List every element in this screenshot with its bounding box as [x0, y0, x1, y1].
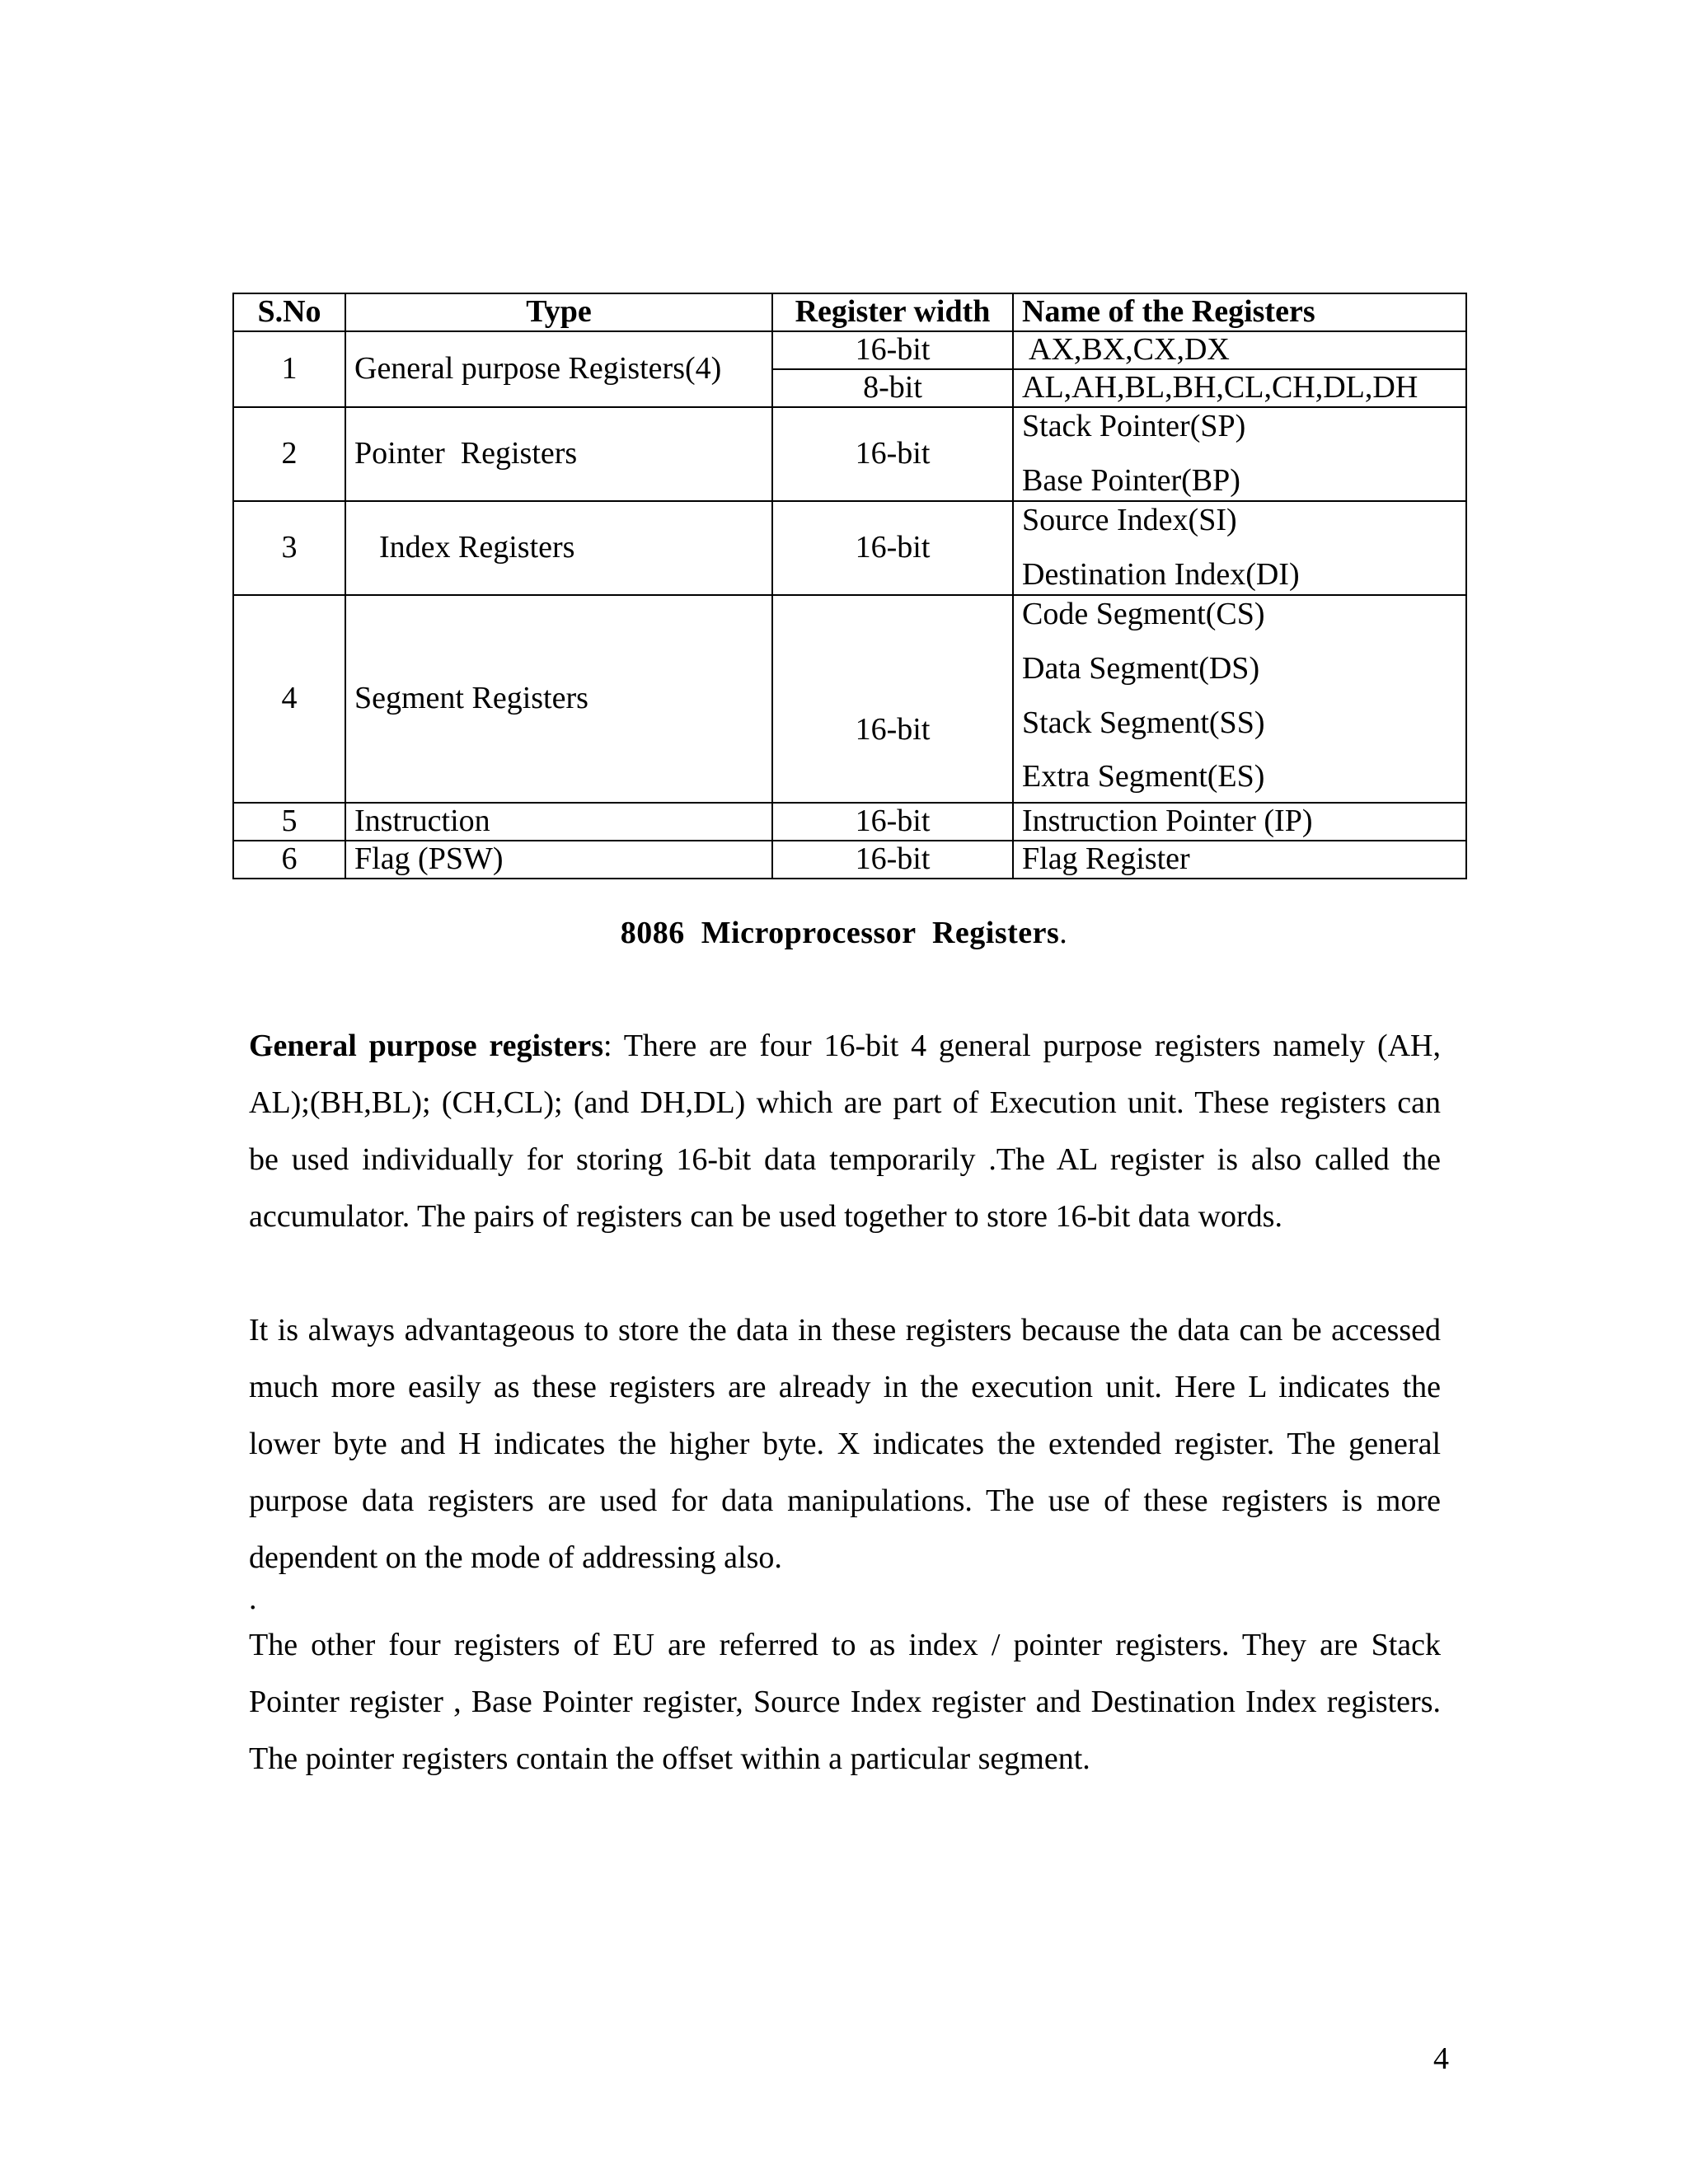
- cell-names: Instruction Pointer (IP): [1013, 803, 1466, 841]
- register-name: Stack Pointer(SP): [1022, 409, 1246, 443]
- cell-width: 16-bit: [772, 803, 1013, 841]
- register-name: Source Index(SI): [1022, 503, 1237, 537]
- cell-sno: 5: [233, 803, 345, 841]
- register-name: Destination Index(DI): [1022, 556, 1300, 592]
- header-width: Register width: [772, 293, 1013, 331]
- cell-width: 16-bit: [772, 595, 1013, 803]
- cell-width: 16-bit: [772, 407, 1013, 501]
- register-name: Stack Segment(SS): [1022, 705, 1265, 740]
- cell-width: 8-bit: [772, 369, 1013, 407]
- registers-table: [232, 293, 1467, 879]
- table-caption: [0, 915, 1688, 951]
- page-number: 4: [1433, 2041, 1449, 2076]
- cell-names: [1013, 407, 1466, 501]
- stray-dot: .: [249, 1582, 257, 1616]
- cell-sno: 2: [233, 407, 345, 501]
- table-row: [233, 501, 1466, 595]
- cell-type: Pointer Registers: [345, 407, 772, 501]
- paragraph-heading: General purpose registers: [249, 1029, 603, 1063]
- header-sno: S.No: [233, 293, 345, 331]
- cell-type: Segment Registers: [345, 595, 772, 803]
- cell-sno: 3: [233, 501, 345, 595]
- cell-type: Index Registers: [345, 501, 772, 595]
- cell-sno: 4: [233, 595, 345, 803]
- cell-sno: 1: [233, 331, 345, 407]
- register-name: Code Segment(CS): [1022, 597, 1265, 631]
- paragraph-advantage: It is always advantageous to store the data in these registers because the data can be accessed much more easily as these registers are already in the execution unit. Here L indicates the lower byte and H indicates the higher byte. X indicates the extended register. The general purpose data registers are used for data manipulations. The use of these registers is more dependent on the mode of addressing also.: [249, 1313, 1441, 1575]
- cell-width: 16-bit: [772, 841, 1013, 879]
- caption-text: 8086 Microprocessor Registers: [620, 916, 1060, 950]
- table-row: [233, 407, 1466, 501]
- table-header-row: [233, 293, 1466, 331]
- table-row: [233, 841, 1466, 879]
- cell-names: [1013, 595, 1466, 803]
- table-row: [233, 595, 1466, 803]
- cell-names: AL,AH,BL,BH,CL,CH,DL,DH: [1013, 369, 1466, 407]
- table-row: [233, 331, 1466, 369]
- header-type: Type: [345, 293, 772, 331]
- cell-type: Flag (PSW): [345, 841, 772, 879]
- cell-width: 16-bit: [772, 331, 1013, 369]
- register-name: Data Segment(DS): [1022, 650, 1260, 686]
- register-name: Base Pointer(BP): [1022, 462, 1240, 498]
- cell-sno: 6: [233, 841, 345, 879]
- header-names: Name of the Registers: [1013, 293, 1466, 331]
- paragraph-text: : There are four 16-bit 4 general purpose registers namely (AH, AL);(BH,BL); (CH,CL); (and DH,DL) which are part of Execution unit. These registers can be used individually for storing 16-bit data temporarily .The AL register is also called the accumulator. The pairs of registers can be used together to store 16-bit data words.: [249, 1029, 1441, 1234]
- register-name: Extra Segment(ES): [1022, 759, 1265, 794]
- caption-period: .: [1059, 916, 1068, 950]
- cell-width: 16-bit: [772, 501, 1013, 595]
- cell-type: General purpose Registers(4): [345, 331, 772, 407]
- paragraph-general-purpose: [249, 1018, 1441, 1245]
- paragraph-index-pointer: The other four registers of EU are referred to as index / pointer registers. They are Stack Pointer register , Base Pointer register, Source Index register and Destination Index registers. The pointer registers contain the offset within a particular segment.: [249, 1628, 1441, 1776]
- cell-names: [1013, 501, 1466, 595]
- cell-names: Flag Register: [1013, 841, 1466, 879]
- cell-names: AX,BX,CX,DX: [1013, 331, 1466, 369]
- table-row: [233, 803, 1466, 841]
- cell-type: Instruction: [345, 803, 772, 841]
